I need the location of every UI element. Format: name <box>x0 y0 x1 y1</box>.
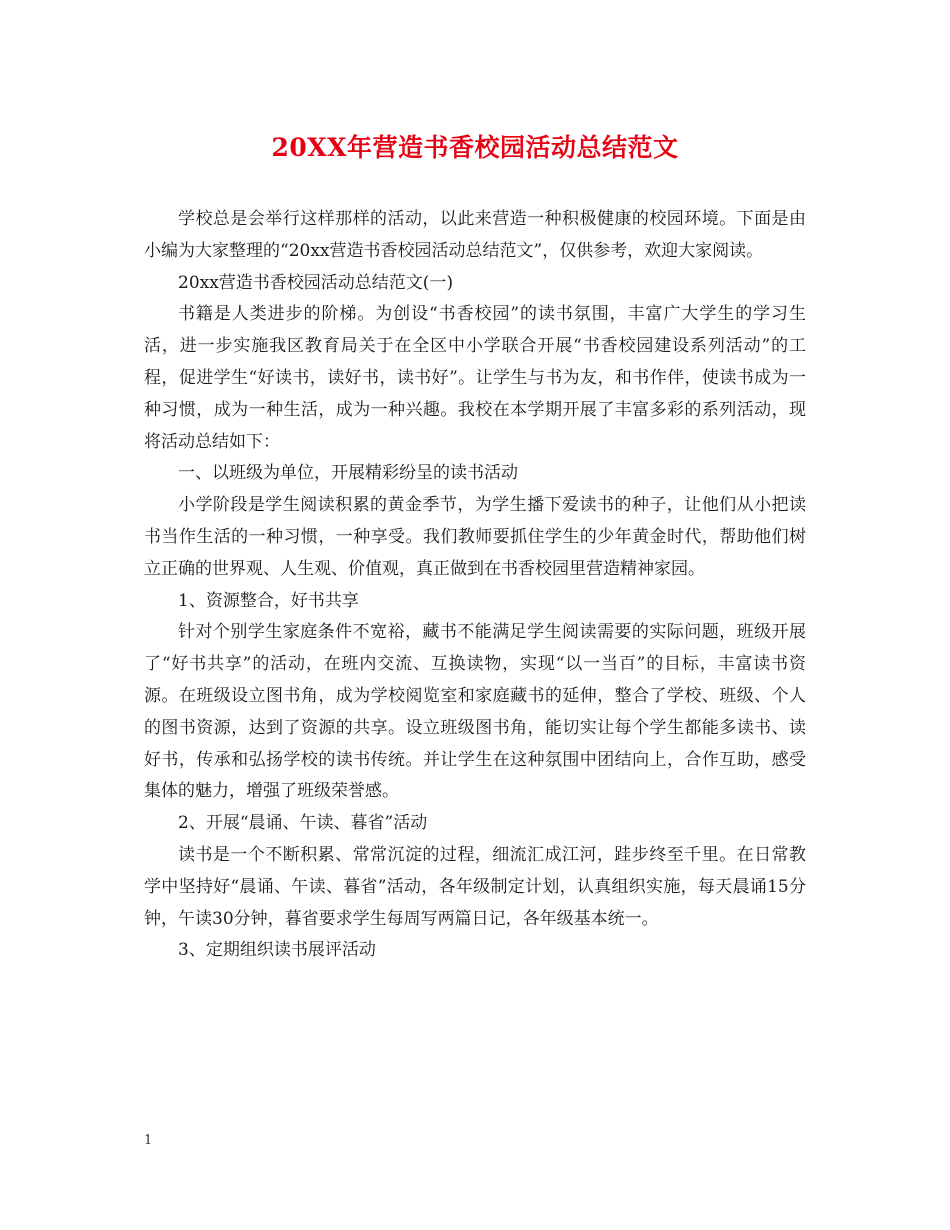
paragraph-body: 针对个别学生家庭条件不宽裕，藏书不能满足学生阅读需要的实际问题，班级开展了“好书共享”的活动，在班内交流、互换读物，实现“以一当百”的目标，丰富读书资源。在班级设立图书角，成为学校阅览室和家庭藏书的延伸，整合了学校、班级、个人的图书资源，达到了资源的共享。设立班级图书角，能切实让每个学生都能多读书、读好书，传承和弘扬学校的读书传统。并让学生在这种氛围中团结向上，合作互助，感受集体的魅力，增强了班级荣誉感。 <box>144 622 806 802</box>
paragraph-body: 小学阶段是学生阅读积累的黄金季节，为学生播下爱读书的种子，让他们从小把读书当作生活的一种习惯，一种享受。我们教师要抓住学生的少年黄金时代，帮助他们树立正确的世界观、人生观、价值观，真正做到在书香校园里营造精神家园。 <box>144 495 806 579</box>
paragraph-subtitle: 20xx营造书香校园活动总结范文(一) <box>178 272 454 293</box>
paragraph-body: 读书是一个不断积累、常常沉淀的过程，细流汇成江河，跬步终至千里。在日常教学中坚持好“晨诵、午读、暮省”活动，各年级制定计划，认真组织实施，每天晨诵15分钟，午读30分钟，暮省要求学生每周写两篇日记，各年级基本统一。 <box>144 844 806 929</box>
subsection-heading: 2、开展“晨诵、午读、暮省”活动 <box>178 813 428 834</box>
section-heading: 一、以班级为单位，开展精彩纷呈的读书活动 <box>178 463 518 484</box>
document-body <box>144 204 806 967</box>
document-title: 20XX年营造书香校园活动总结范文 <box>271 133 679 162</box>
subsection-heading: 3、定期组织读书展评活动 <box>178 940 376 961</box>
subsection-heading: 1、资源整合，好书共享 <box>178 590 359 611</box>
page-number: 1 <box>144 1133 153 1148</box>
paragraph-body: 书籍是人类进步的阶梯。为创设“书香校园”的读书氛围，丰富广大学生的学习生活，进一步实施我区教育局关于在全区中小学联合开展“书香校园建设系列活动”的工程，促进学生“好读书，读好书，读书好”。让学生与书为友，和书作伴，使读书成为一种习惯，成为一种生活，成为一种兴趣。我校在本学期开展了丰富多彩的系列活动，现将活动总结如下： <box>144 304 806 452</box>
paragraph-intro: 学校总是会举行这样那样的活动，以此来营造一种积极健康的校园环境。下面是由小编为大家整理的“20xx营造书香校园活动总结范文”，仅供参考，欢迎大家阅读。 <box>144 209 806 261</box>
